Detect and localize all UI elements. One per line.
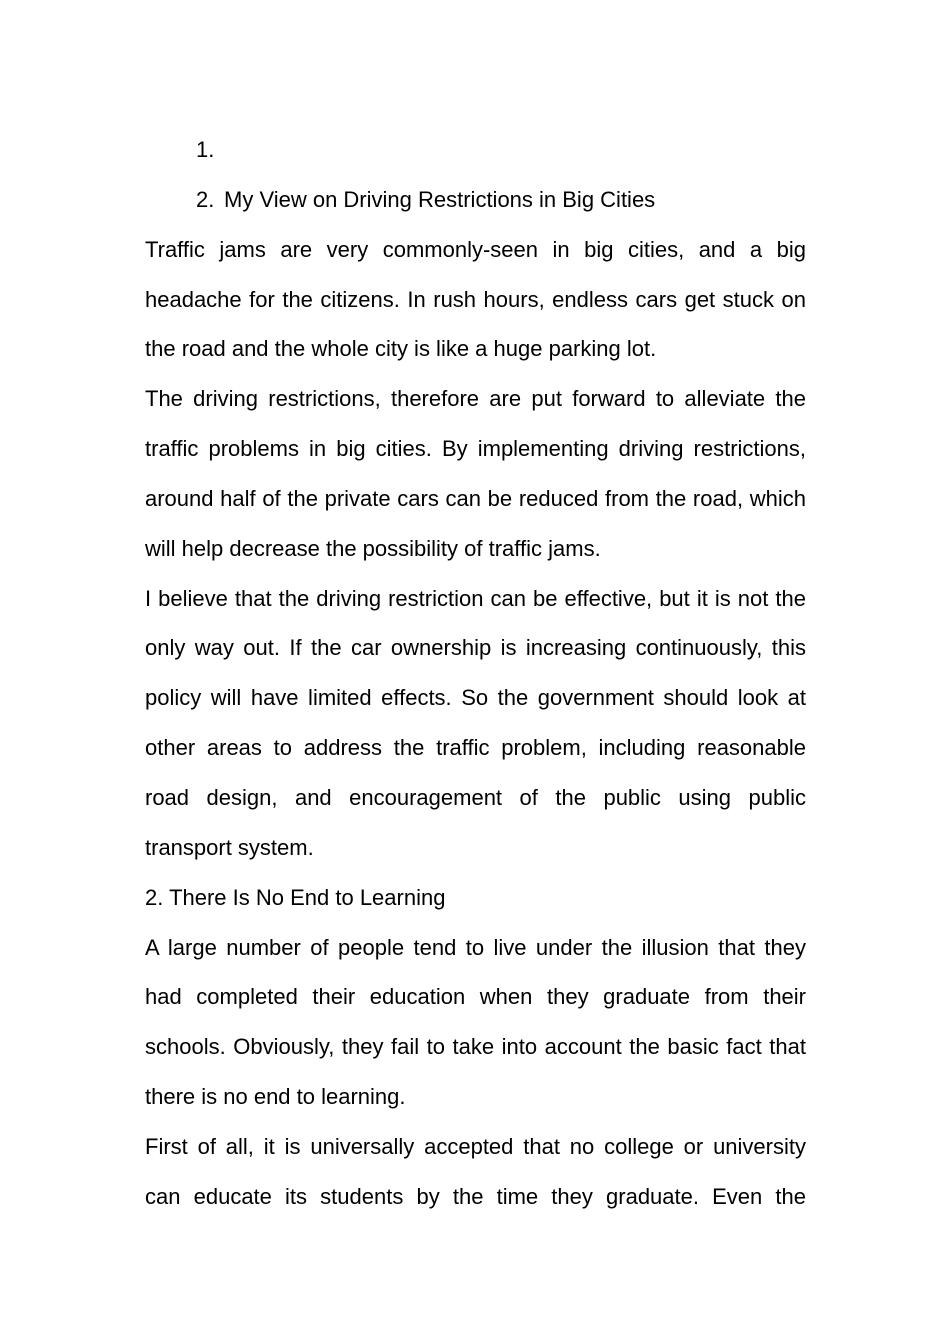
- essay-title-driving-restrictions: My View on Driving Restrictions in Big Cities: [224, 186, 656, 212]
- paragraph-illusion: A large number of people tend to live under the illusion that they had completed their education when they graduate from their schools. Obviously, they fail to take into account the basic fact that there is no end to learning.: [145, 934, 806, 1110]
- list-number: 2.: [196, 186, 215, 212]
- paragraph-traffic-jams: Traffic jams are very commonly-seen in big cities, and a big headache for the citizens. In rush hours, endless cars get stuck on the road and the whole city is like a huge parking lot.: [145, 236, 806, 362]
- essay-title-learning: 2. There Is No End to Learning: [145, 884, 446, 910]
- paragraph-belief: I believe that the driving restriction can be effective, but it is not the only way out. If the car ownership is increasing continuously, this policy will have limited effects. So the government should look at other areas to address the traffic problem, including reasonable road design, and encouragement of the public using public transport system.: [145, 585, 806, 860]
- list-item-2: [145, 175, 806, 225]
- list-number: 1.: [196, 137, 215, 162]
- document-body: [145, 125, 806, 1222]
- paragraph-first-of-all: First of all, it is universally accepted that no college or university can educate its students by the time they graduate. Even the: [145, 1133, 806, 1209]
- list-item-1: [145, 125, 806, 175]
- paragraph-driving-restrictions: The driving restrictions, therefore are put forward to alleviate the traffic problems in big cities. By implementing driving restrictions, around half of the private cars can be reduced from the road, which will help decrease the possibility of traffic jams.: [145, 386, 806, 561]
